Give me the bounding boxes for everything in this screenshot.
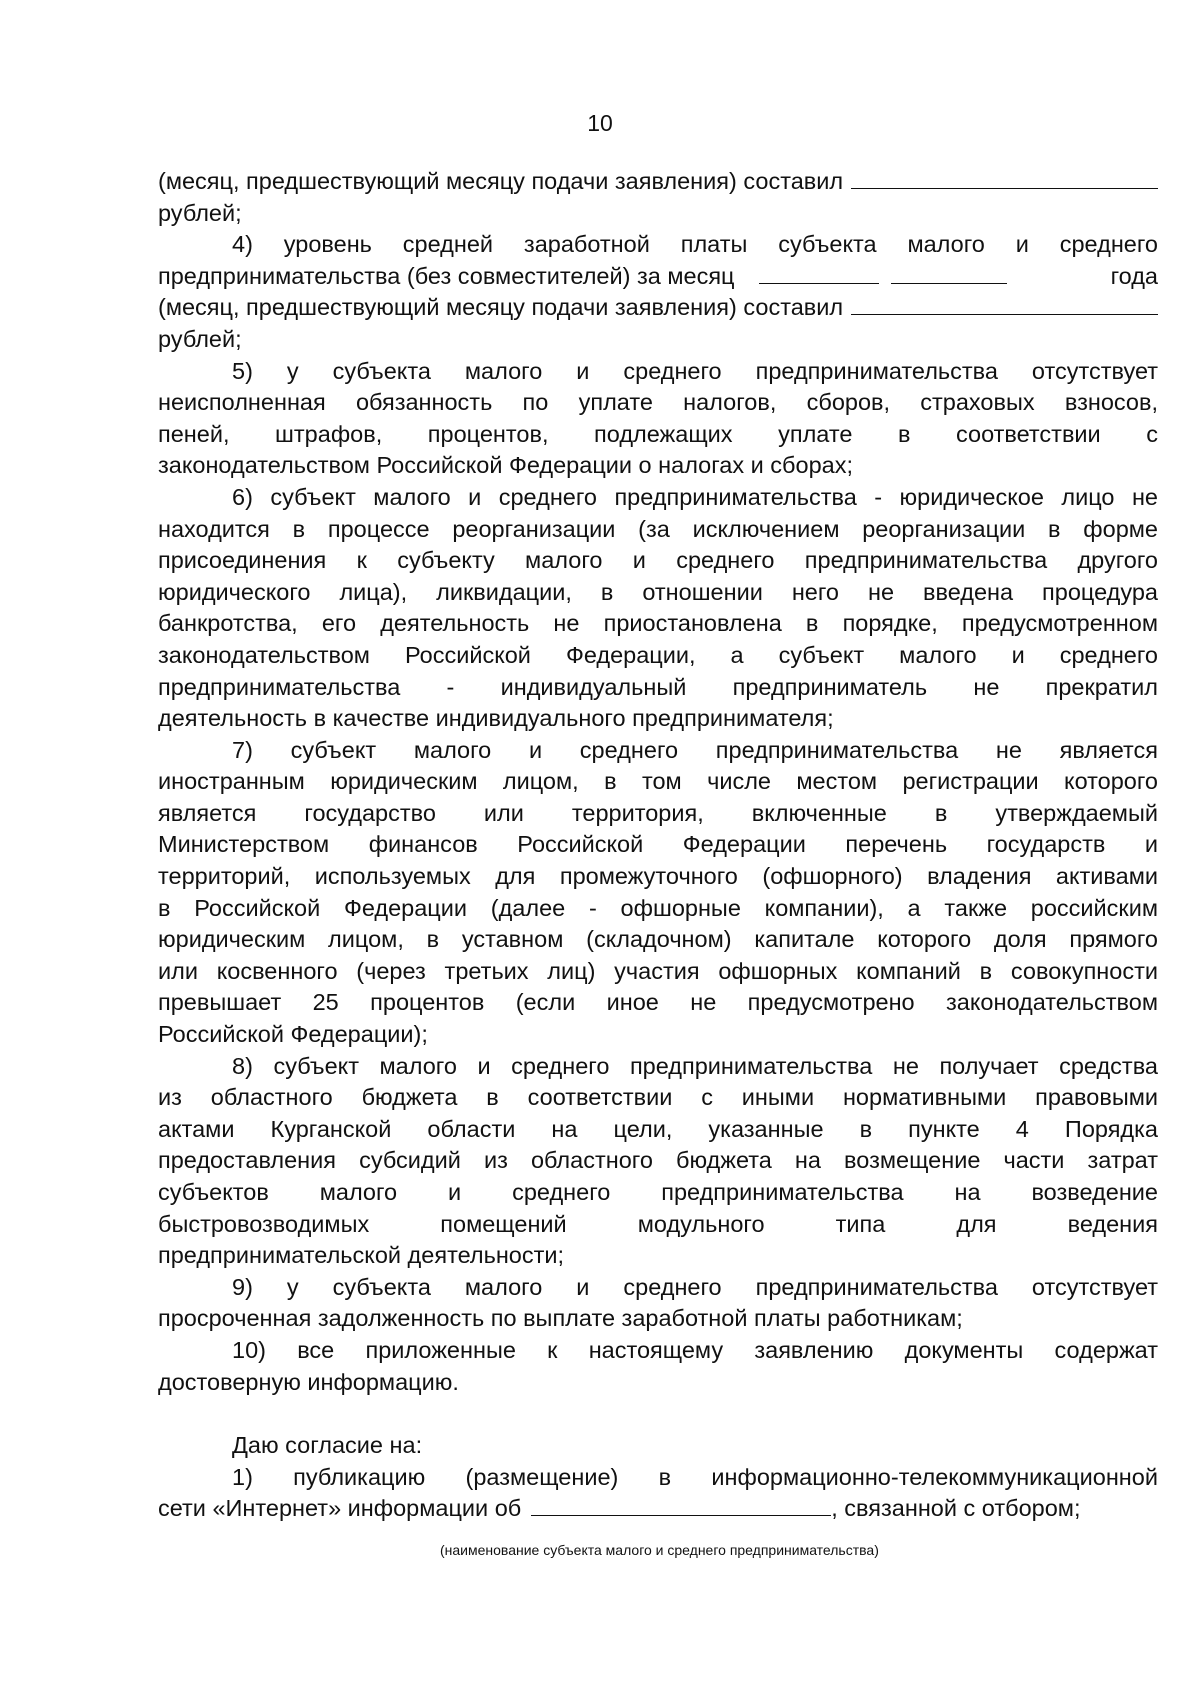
text-line: пеней, штрафов, процентов, подлежащих уплате в соответствии с [158, 420, 1158, 447]
text-line: присоединения к субъекту малого и среднего предпринимательства другого [158, 547, 1158, 574]
text-line: предоставления субсидий из областного бюджета на возмещение части затрат [158, 1147, 1158, 1174]
document-body [158, 166, 1158, 1525]
text-line: законодательством Российской Федерации, а субъект малого и среднего [158, 641, 1158, 668]
line-text: предпринимательства (без совместителей) за месяц [158, 262, 735, 289]
text-line: Российской Федерации); [158, 1021, 428, 1048]
text-line: банкротства, его деятельность не приостановлена в порядке, предусмотренном [158, 610, 1158, 637]
text-line: 1) публикацию (размещение) в информационно-телекоммуникационной [232, 1463, 1158, 1490]
text-line: Даю согласие на: [232, 1432, 423, 1459]
line-text: сети «Интернет» информации об [158, 1495, 522, 1522]
text-line: актами Курганской области на цели, указанные в пункте 4 Порядка [158, 1115, 1158, 1142]
text-line: территорий, используемых для промежуточного (офшорного) владения активами [158, 863, 1158, 890]
text-line: рублей; [158, 199, 242, 226]
text-line: 10) все приложенные к настоящему заявлению документы содержат [232, 1336, 1158, 1363]
text-line [158, 292, 1158, 324]
text-line: предпринимательской деятельности; [158, 1242, 565, 1269]
text-line [158, 261, 1158, 293]
text-line: 8) субъект малого и среднего предпринимательства не получает средства [232, 1052, 1158, 1079]
year-blank [891, 261, 1007, 284]
text-line: 4) уровень средней заработной платы субъекта малого и среднего [232, 231, 1158, 258]
text-line: превышает 25 процентов (если иное не предусмотрено законодательством [158, 989, 1158, 1016]
text-line: неисполненная обязанность по уплате налогов, сборов, страховых взносов, [158, 389, 1158, 416]
text-line: из областного бюджета в соответствии с иными нормативными правовыми [158, 1084, 1158, 1111]
text-line: юридическим лицом, в уставном (складочном) капитале которого доля прямого [158, 926, 1158, 953]
text-line: 9) у субъекта малого и среднего предпринимательства отсутствует [232, 1273, 1158, 1300]
text-line: быстровозводимых помещений модульного типа для ведения [158, 1210, 1158, 1237]
blank-field [851, 166, 1158, 189]
field-caption: (наименование субъекта малого и среднего предпринимательства) [440, 1542, 879, 1558]
blank-field [851, 292, 1158, 315]
paragraph-gap [158, 1398, 1158, 1430]
line-text: (месяц, предшествующий месяцу подачи заявления) составил [158, 168, 844, 194]
page-number: 10 [587, 110, 613, 136]
month-blank [759, 261, 879, 284]
line-text: , связанной с отбором; [831, 1495, 1081, 1522]
text-line: 6) субъект малого и среднего предпринимательства - юридическое лицо не [232, 483, 1158, 510]
text-line: юридического лица), ликвидации, в отношении него не введена процедура [158, 578, 1158, 605]
text-line: законодательством Российской Федерации о налогах и сборах; [158, 452, 854, 479]
line-text: (месяц, предшествующий месяцу подачи заявления) составил [158, 294, 844, 321]
text-line: деятельность в качестве индивидуального предпринимателя; [158, 705, 834, 732]
text-line [158, 166, 1158, 198]
text-line: иностранным юридическим лицом, в том числе местом регистрации которого [158, 768, 1158, 795]
text-line: рублей; [158, 325, 242, 352]
entity-name-blank [531, 1493, 831, 1516]
text-line: является государство или территория, включенные в утверждаемый [158, 799, 1158, 826]
text-line: 5) у субъекта малого и среднего предпринимательства отсутствует [232, 357, 1158, 384]
text-line: 7) субъект малого и среднего предпринимательства не является [232, 736, 1158, 763]
text-line: Министерством финансов Российской Федерации перечень государств и [158, 831, 1158, 858]
text-line: находится в процессе реорганизации (за исключением реорганизации в форме [158, 515, 1158, 542]
text-line: субъектов малого и среднего предпринимательства на возведение [158, 1179, 1158, 1205]
text-line [158, 1493, 1158, 1525]
text-line: предпринимательства - индивидуальный предприниматель не прекратил [158, 673, 1158, 700]
text-line: в Российской Федерации (далее - офшорные компании), а также российским [158, 894, 1158, 921]
text-line: просроченная задолженность по выплате заработной платы работникам; [158, 1305, 963, 1332]
line-text: года [1110, 262, 1158, 289]
text-line: достоверную информацию. [158, 1368, 459, 1395]
text-line: или косвенного (через третьих лиц) участия офшорных компаний в совокупности [158, 957, 1158, 984]
